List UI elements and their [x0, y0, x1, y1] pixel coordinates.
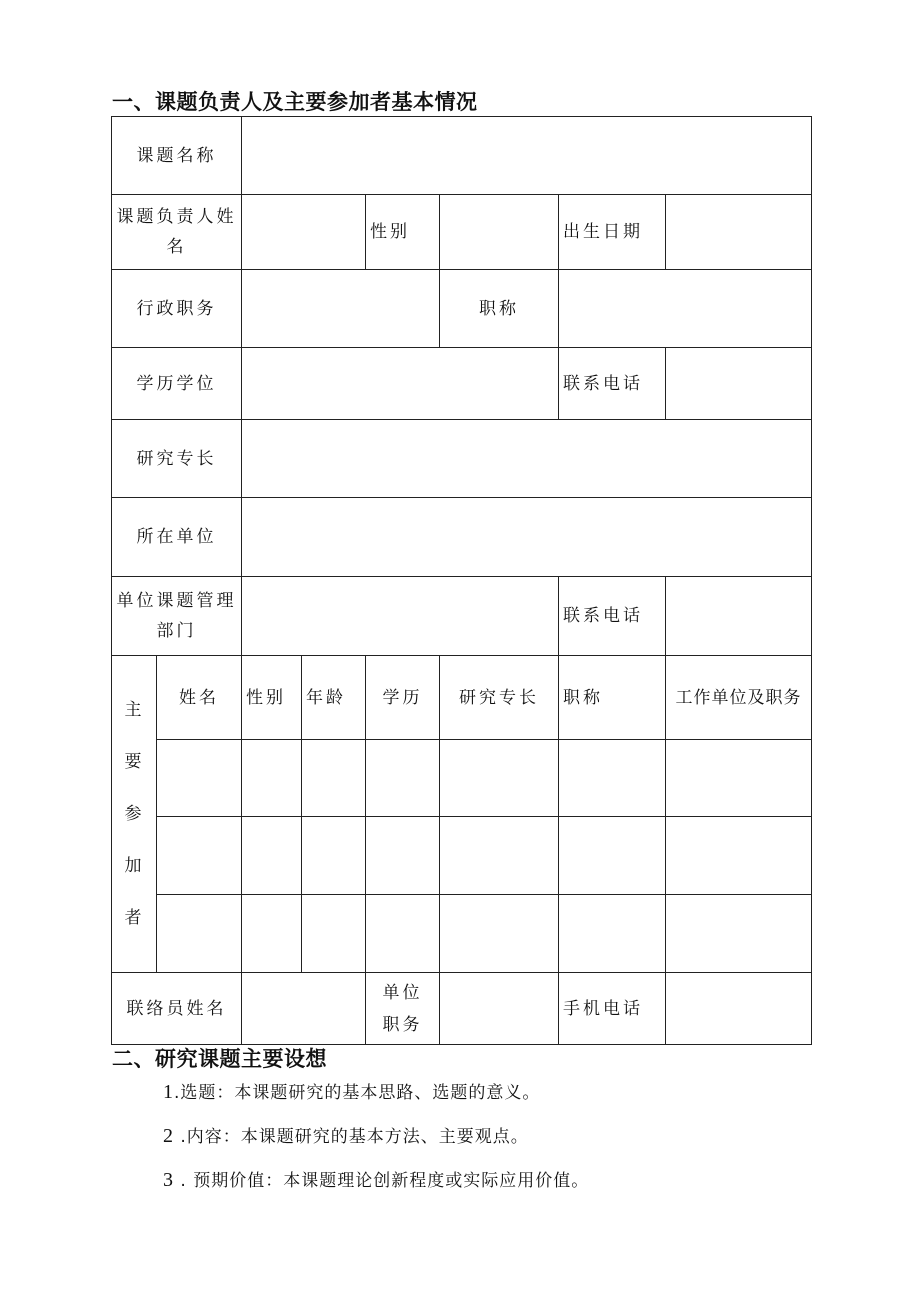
label-liaison-name: 联络员姓名 [112, 973, 242, 1045]
cell-participant-gender[interactable] [242, 895, 302, 973]
cell-participant-unit[interactable] [666, 740, 812, 817]
label-main-participants: 主 要 参加 者 [112, 656, 157, 973]
field-liaison-name[interactable] [242, 973, 366, 1045]
cell-participant-education[interactable] [366, 817, 440, 895]
header-research-expertise: 研究专长 [440, 656, 559, 740]
row-leader [112, 195, 812, 270]
section1-title: 一、课题负责人及主要参加者基本情况 [112, 90, 478, 114]
field-contact-phone-2[interactable] [666, 577, 812, 656]
header-age: 年龄 [302, 656, 366, 740]
row-education [112, 348, 812, 420]
basic-info-table [111, 116, 812, 1045]
item-number: 3 [163, 1169, 174, 1191]
participant-row [112, 817, 812, 895]
cell-participant-expertise[interactable] [440, 740, 559, 817]
row-unit-mgmt-dept [112, 577, 812, 656]
cell-participant-expertise[interactable] [440, 817, 559, 895]
participants-header-row [112, 656, 812, 740]
item-content [163, 1124, 529, 1149]
row-admin-position [112, 270, 812, 348]
row-topic-name [112, 117, 812, 195]
item-text: .内容：本课题研究的基本方法、主要观点。 [174, 1127, 529, 1147]
cell-participant-age[interactable] [302, 895, 366, 973]
cell-participant-education[interactable] [366, 740, 440, 817]
cell-participant-title[interactable] [559, 740, 666, 817]
header-work-unit-position: 工作单位及职务 [666, 656, 812, 740]
header-education: 学历 [366, 656, 440, 740]
cell-participant-unit[interactable] [666, 817, 812, 895]
field-title[interactable] [559, 270, 812, 348]
cell-participant-gender[interactable] [242, 817, 302, 895]
header-gender: 性别 [242, 656, 302, 740]
field-education-degree[interactable] [242, 348, 559, 420]
item-text: .选题：本课题研究的基本思路、选题的意义。 [174, 1083, 541, 1103]
label-work-unit: 所在单位 [112, 498, 242, 577]
label-education-degree: 学历学位 [112, 348, 242, 420]
label-birth-date: 出生日期 [559, 195, 666, 270]
section2-title: 二、研究课题主要设想 [112, 1047, 327, 1071]
field-admin-position[interactable] [242, 270, 440, 348]
label-contact-phone: 联系电话 [559, 348, 666, 420]
cell-participant-title[interactable] [559, 817, 666, 895]
cell-participant-name[interactable] [157, 817, 242, 895]
cell-participant-gender[interactable] [242, 740, 302, 817]
participant-row [112, 895, 812, 973]
field-mobile-phone[interactable] [666, 973, 812, 1045]
cell-participant-name[interactable] [157, 895, 242, 973]
participant-row [112, 740, 812, 817]
item-number: 1 [163, 1081, 174, 1103]
label-leader-name: 课题负责人姓名 [112, 195, 242, 270]
label-topic-name: 课题名称 [112, 117, 242, 195]
label-gender: 性别 [366, 195, 440, 270]
header-title: 职称 [559, 656, 666, 740]
field-birth-date[interactable] [666, 195, 812, 270]
label-mobile-phone: 手机电话 [559, 973, 666, 1045]
header-name: 姓名 [157, 656, 242, 740]
row-research-expertise [112, 420, 812, 498]
cell-participant-title[interactable] [559, 895, 666, 973]
field-topic-name[interactable] [242, 117, 812, 195]
label-title: 职称 [440, 270, 559, 348]
field-unit-mgmt-dept[interactable] [242, 577, 559, 656]
field-research-expertise[interactable] [242, 420, 812, 498]
item-expected-value [163, 1168, 589, 1193]
label-admin-position: 行政职务 [112, 270, 242, 348]
cell-participant-age[interactable] [302, 817, 366, 895]
item-text: . 预期价值：本课题理论创新程度或实际应用价值。 [174, 1171, 590, 1191]
field-leader-name[interactable] [242, 195, 366, 270]
cell-participant-unit[interactable] [666, 895, 812, 973]
field-work-unit[interactable] [242, 498, 812, 577]
row-liaison [112, 973, 812, 1045]
item-number: 2 [163, 1125, 174, 1147]
row-work-unit [112, 498, 812, 577]
cell-participant-education[interactable] [366, 895, 440, 973]
label-unit-position: 单位职务 [366, 973, 440, 1045]
field-unit-position[interactable] [440, 973, 559, 1045]
item-topic-selection [163, 1080, 540, 1105]
cell-participant-expertise[interactable] [440, 895, 559, 973]
label-unit-mgmt-dept: 单位课题管理部门 [112, 577, 242, 656]
cell-participant-age[interactable] [302, 740, 366, 817]
label-contact-phone-2: 联系电话 [559, 577, 666, 656]
label-research-expertise: 研究专长 [112, 420, 242, 498]
field-gender[interactable] [440, 195, 559, 270]
field-contact-phone[interactable] [666, 348, 812, 420]
cell-participant-name[interactable] [157, 740, 242, 817]
